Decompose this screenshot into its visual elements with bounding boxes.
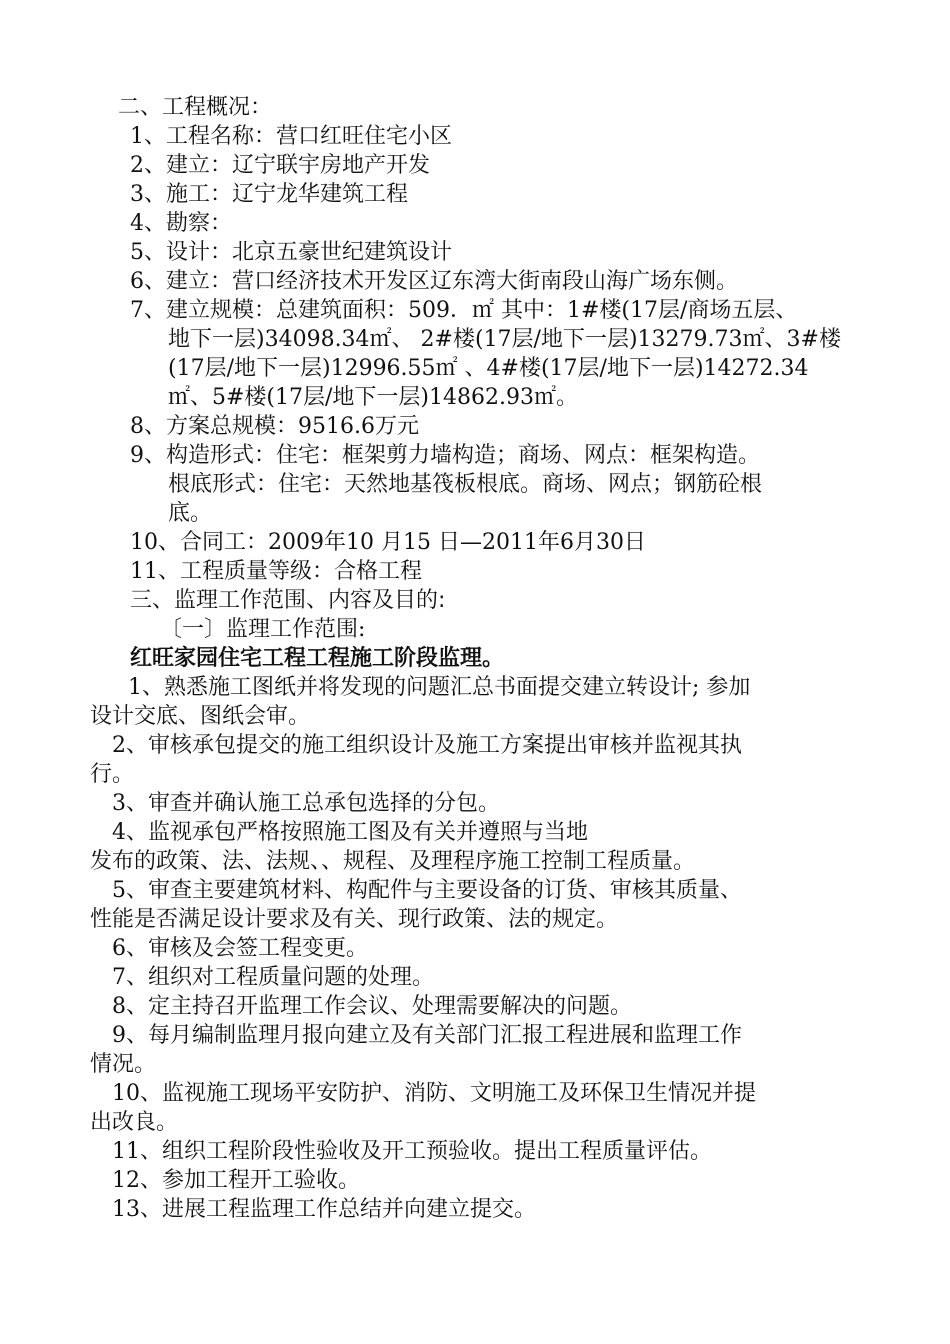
- scope-item: 4、监视承包严格按照施工图及有关并遵照与当地: [112, 820, 588, 845]
- section-heading-overview: 二、工程概况：: [118, 95, 273, 120]
- scope-item: 3、审查并确认施工总承包选择的分包。: [112, 791, 500, 816]
- scope-item: 8、定主持召开监理工作会议、处理需要解决的问题。: [112, 994, 632, 1019]
- scope-item: 2、审核承包提交的施工组织设计及施工方案提出审核并监视其执: [112, 733, 742, 758]
- sub-heading: 〔一〕监理工作范围:: [160, 617, 366, 642]
- scope-item: 9、每月编制监理月报向建立及有关部门汇报工程进展和监理工作: [112, 1023, 742, 1048]
- section-heading-scope: 三、监理工作范围、内容及目的:: [130, 588, 446, 613]
- overview-item-continued: 根底形式：住宅：天然地基筏板根底。商场、网点；钢筋砼根: [168, 472, 763, 497]
- scope-item: 13、进展工程监理工作总结并向建立提交。: [112, 1197, 536, 1222]
- overview-item: 9、构造形式：住宅：框架剪力墙构造；商场、网点：框架构造。: [130, 443, 760, 468]
- overview-item-continued: (17层/地下一层)12996.55㎡ 、4#楼(17层/地下一层)14272.34: [168, 356, 809, 381]
- overview-item: 8、方案总规模：9516.6万元: [130, 414, 419, 439]
- scope-item: 10、监视施工现场平安防护、消防、文明施工及环保卫生情况并提: [112, 1081, 756, 1106]
- scope-item-continued: 设计交底、图纸会审。: [90, 704, 311, 729]
- overview-item-continued: 底。: [168, 501, 213, 526]
- scope-item: 1、熟悉施工图纸并将发现的问题汇总书面提交建立转设计; 参加: [128, 675, 751, 700]
- overview-item: 7、建立规模：总建筑面积：509．㎡ 其中：1#楼(17层/商场五层、: [130, 298, 798, 323]
- scope-item-continued: 出改良。: [90, 1110, 179, 1135]
- overview-item: 11、工程质量等级：合格工程: [130, 559, 422, 584]
- overview-item: 1、工程名称：营口红旺住宅小区: [130, 124, 452, 149]
- scope-item-continued: 行。: [90, 762, 135, 787]
- scope-item-continued: 情况。: [90, 1052, 157, 1077]
- overview-item: 2、建立：辽宁联宇房地产开发: [130, 153, 430, 178]
- overview-item: 10、合同工：2009年10 月15 日—2011年6月30日: [130, 530, 646, 555]
- scope-item-continued: 性能是否满足设计要求及有关、现行政策、法的规定。: [90, 907, 619, 932]
- overview-item: 4、勘察：: [130, 211, 232, 236]
- bold-statement: 红旺家园住宅工程工程施工阶段监理。: [130, 646, 505, 671]
- overview-item-continued: ㎡、5#楼(17层/地下一层)14862.93㎡。: [168, 385, 578, 410]
- scope-item: 6、审核及会签工程变更。: [112, 936, 368, 961]
- overview-item: 5、设计：北京五豪世纪建筑设计: [130, 240, 452, 265]
- scope-item: 5、审查主要建筑材料、构配件与主要设备的订货、审核其质量、: [112, 878, 742, 903]
- scope-item: 12、参加工程开工验收。: [112, 1168, 360, 1193]
- scope-item: 7、组织对工程质量问题的处理。: [112, 965, 434, 990]
- overview-item-continued: 地下一层)34098.34㎡、 2#楼(17层/地下一层)13279.73㎡、3#楼: [168, 327, 841, 352]
- overview-item: 3、施工：辽宁龙华建筑工程: [130, 182, 408, 207]
- overview-item: 6、建立：营口经济技术开发区辽东湾大街南段山海广场东侧。: [130, 269, 738, 294]
- scope-item-continued: 发布的政策、法、法规、、规程、及理程序施工控制工程质量。: [90, 849, 696, 874]
- scope-item: 11、组织工程阶段性验收及开工预验收。提出工程质量评估。: [112, 1139, 712, 1164]
